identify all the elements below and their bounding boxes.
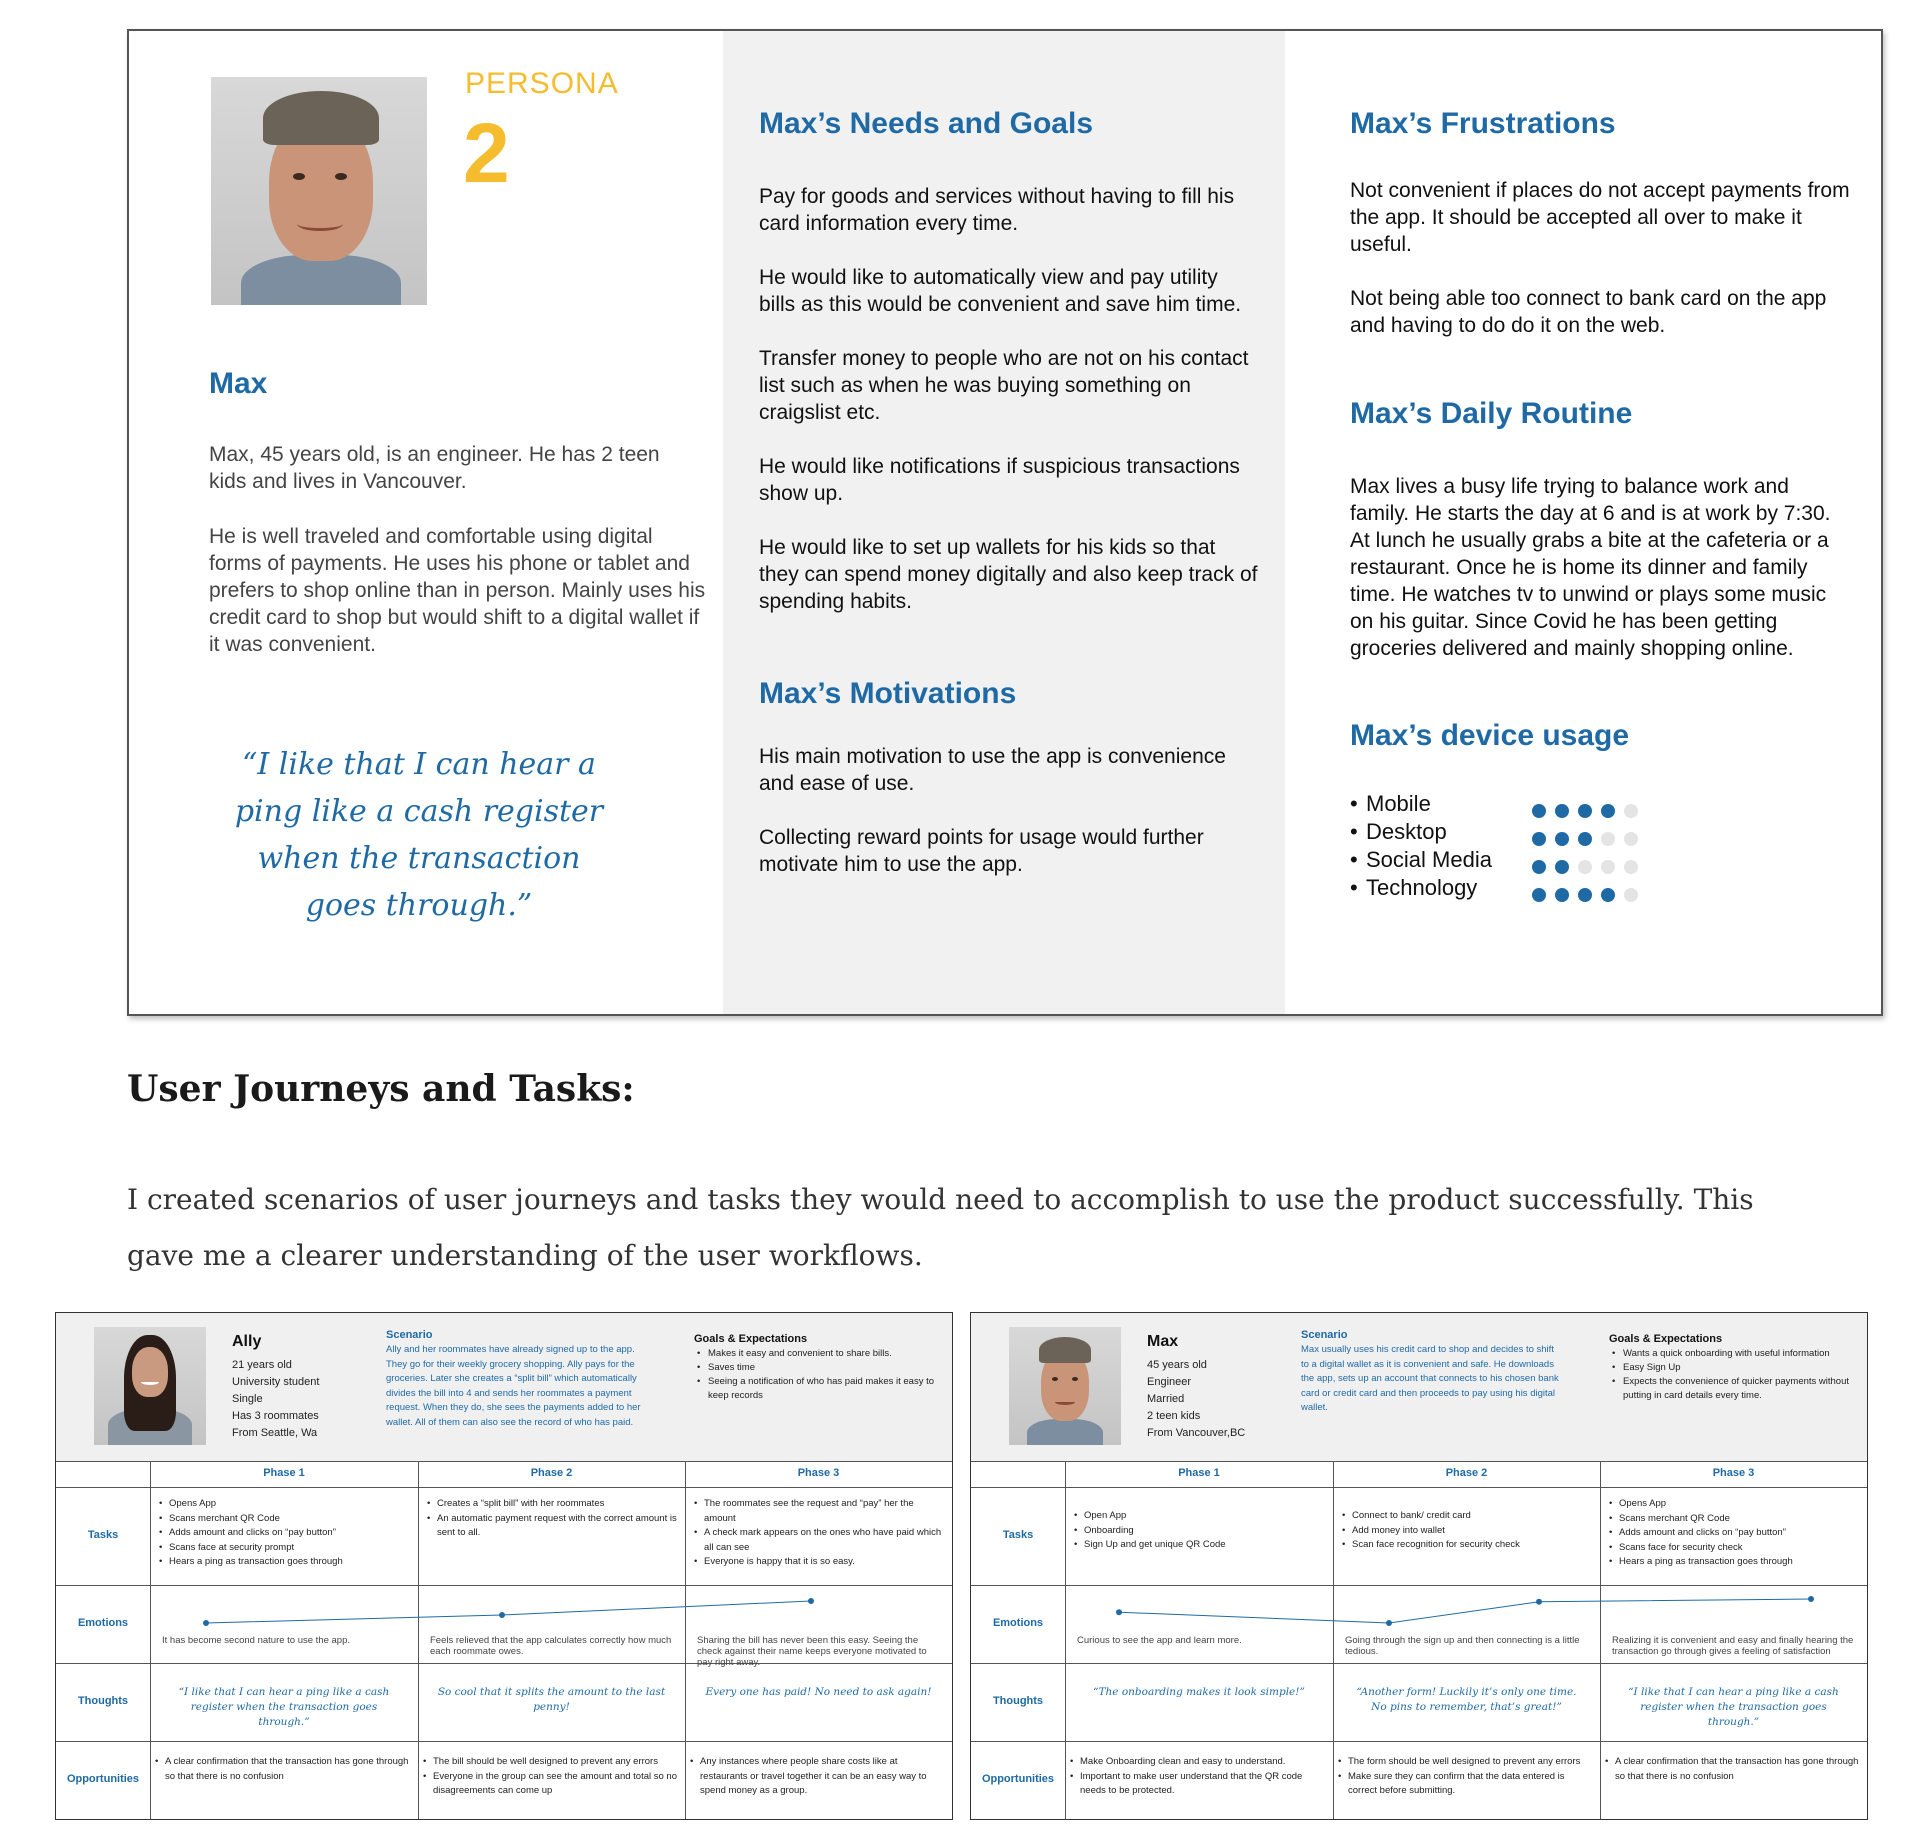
emotion-text: It has become second nature to use the app.: [162, 1635, 351, 1646]
persona-photo: [211, 77, 427, 305]
device-row: [1350, 847, 1710, 875]
phase-header: Phase 2: [1445, 1467, 1488, 1479]
goal-item: • Saves time: [696, 1361, 946, 1375]
routine-text: Max lives a busy life trying to balance work and family. He starts the day at 6 and is at work by 7:30. At lunch he usually grabs a bite at the cafeteria or a restaurant. Once he is home its dinner and family time. He watches tv to unwind or plays some music on his guitar. Since Covid he has been getting groceries delivered and mainly shopping online.: [1350, 475, 1831, 660]
task-item: • Sign Up and get unique QR Code: [1073, 1538, 1325, 1553]
section-description: I created scenarios of user journeys and tasks they would need to accomplish to use the product successfully. This gave me a clearer understanding of the user workflows.: [127, 1183, 1754, 1272]
emotion-point: [808, 1598, 814, 1604]
row-label: Thoughts: [992, 1695, 1044, 1707]
device-level-dots: [1532, 854, 1647, 868]
level-dot-empty: [1601, 860, 1615, 874]
emotion-text: Feels relieved that the app calculates correctly how much each roommate owes.: [430, 1635, 672, 1657]
frustration-item: Not convenient if places do not accept payments from the app. It should be accepted all over to make it useful.: [1350, 179, 1850, 256]
meta-line: Has 3 roommates: [232, 1410, 319, 1422]
scenario-heading: Scenario: [386, 1329, 433, 1341]
goals-heading: Goals & Expectations: [694, 1333, 808, 1345]
opportunity-cell: [1604, 1755, 1861, 1784]
opportunity-cell: [689, 1755, 946, 1799]
emotion-point: [203, 1620, 209, 1626]
level-dot-filled: [1555, 832, 1569, 846]
task-item: • Connect to bank/ credit card: [1341, 1509, 1592, 1524]
goal-item: • Seeing a notification of who has paid makes it easy to keep records: [696, 1375, 946, 1403]
opportunity-item: • Make Onboarding clean and easy to understand.: [1069, 1755, 1327, 1770]
emotion-point: [1386, 1620, 1392, 1626]
opportunity-cell: [1337, 1755, 1594, 1799]
level-dot-empty: [1578, 860, 1592, 874]
level-dot-filled: [1601, 888, 1615, 902]
task-item: • Hears a ping as transaction goes through: [158, 1555, 410, 1570]
bullet: •: [1350, 875, 1358, 900]
motivations-list: [759, 743, 1259, 905]
task-item: • Opens App: [158, 1497, 410, 1512]
level-dot-filled: [1532, 832, 1546, 846]
opportunity-cell: [422, 1755, 679, 1799]
motivations-heading: Max’s Motivations: [759, 677, 1017, 710]
row-label: Emotions: [992, 1617, 1044, 1629]
emotion-point: [1116, 1609, 1122, 1615]
goal-item: • Wants a quick onboarding with useful information: [1611, 1347, 1861, 1361]
device-label: Desktop: [1366, 819, 1447, 844]
persona-bio-1: Max, 45 years old, is an engineer. He has 2 teen kids and lives in Vancouver.: [209, 443, 660, 493]
emotion-point: [1808, 1596, 1814, 1602]
journey-header: [971, 1313, 1867, 1461]
emotion-point: [499, 1612, 505, 1618]
need-item: He would like to set up wallets for his kids so that they can spend money digitally and also keep track of spending habits.: [759, 536, 1258, 613]
device-row: [1350, 819, 1710, 847]
scenario-text: Max usually uses his credit card to shop and decides to shift to a digital wallet as it is convenient and safe. He downloads the app, sets up an account that connects to his chosen bank card or credit card and then proceeds to pay using his digital wallet.: [1301, 1344, 1559, 1413]
journey-user-photo: [1009, 1327, 1121, 1445]
emotion-point: [1536, 1599, 1542, 1605]
level-dot-filled: [1578, 832, 1592, 846]
journey-map-max: [970, 1312, 1868, 1820]
level-dot-empty: [1624, 888, 1638, 902]
scenario-text: Ally and her roommates have already signed up to the app. They go for their weekly grocery shopping. Ally pays for the groceries. Later she creates a “split bill” which automatically divides the bill into 4 and sends her roommates a payment request. When they do, she sees the payments added to her wallet. All of them can also see the record of who has paid.: [386, 1344, 641, 1428]
goals-heading: Goals & Expectations: [1609, 1333, 1723, 1345]
level-dot-filled: [1578, 804, 1592, 818]
persona-bio-2: He is well traveled and comfortable using digital forms of payments. He uses his phone or tablet and prefers to shop online than in person. Mainly uses his credit card to shop but would shift to a digital wallet if it was convenient.: [209, 525, 706, 656]
level-dot-empty: [1601, 832, 1615, 846]
need-item: Pay for goods and services without having to fill his card information every time.: [759, 185, 1235, 235]
device-row: [1350, 791, 1710, 819]
task-item: • Everyone is happy that it is so easy.: [693, 1555, 944, 1570]
meta-line: 2 teen kids: [1147, 1410, 1201, 1422]
level-dot-filled: [1555, 888, 1569, 902]
journey-user-meta: [1147, 1357, 1245, 1442]
motivation-item: His main motivation to use the app is convenience and ease of use.: [759, 745, 1226, 795]
persona-profile-column: [129, 31, 723, 1014]
level-dot-filled: [1532, 804, 1546, 818]
section-title: User Journeys and Tasks:: [127, 1068, 635, 1110]
journey-grid: [56, 1461, 952, 1819]
row-label: Tasks: [1002, 1529, 1034, 1541]
journey-user-name: Ally: [232, 1333, 262, 1350]
goal-item: • Expects the convenience of quicker payments without putting in card details every time.: [1611, 1375, 1861, 1403]
phase-header: Phase 1: [1178, 1467, 1220, 1479]
persona-card: [127, 29, 1883, 1016]
task-item: • Scan face recognition for security check: [1341, 1538, 1592, 1553]
goal-item: • Makes it easy and convenient to share bills.: [696, 1347, 946, 1361]
task-item: • Creates a “split bill” with her roommates: [426, 1497, 677, 1512]
task-item: • Scans face for security check: [1608, 1541, 1859, 1556]
device-row: [1350, 875, 1710, 903]
task-item: • Adds amount and clicks on “pay button”: [158, 1526, 410, 1541]
journey-grid: [971, 1461, 1867, 1819]
opportunity-item: • Everyone in the group can see the amount and total so no disagreements can come up: [422, 1770, 679, 1799]
journey-user-name: Max: [1147, 1333, 1179, 1350]
task-item: • A check mark appears on the ones who have paid which all can see: [693, 1526, 944, 1555]
bullet: •: [1350, 791, 1358, 816]
task-item: • Hears a ping as transaction goes through: [1608, 1555, 1859, 1570]
frustration-item: Not being able too connect to bank card on the app and having to do do it on the web.: [1350, 287, 1827, 337]
emotion-text: Realizing it is convenient and easy and finally hearing the transaction go through gives a feeling of satisfaction: [1612, 1635, 1854, 1657]
emotion-text: Going through the sign up and then connecting is a little tedious.: [1345, 1635, 1580, 1657]
needs-column: [723, 31, 1285, 1014]
journey-map-ally: [55, 1312, 953, 1820]
row-label: Thoughts: [77, 1695, 129, 1707]
persona-quote: “I like that I can hear a ping like a cash register when the transaction goes through.”: [234, 747, 604, 923]
scenario-heading: Scenario: [1301, 1329, 1348, 1341]
meta-line: From Seattle, Wa: [232, 1427, 318, 1439]
emotion-text: Sharing the bill has never been this easy. Seeing the check against their name keeps everyone motivated to pay right away.: [697, 1635, 927, 1668]
need-item: He would like to automatically view and pay utility bills as this would be convenient and save him time.: [759, 266, 1242, 316]
opportunity-item: • Make sure they can confirm that the data entered is correct before submitting.: [1337, 1770, 1594, 1799]
opportunity-cell: [154, 1755, 412, 1784]
bullet: •: [1350, 847, 1358, 872]
thought-text: So cool that it splits the amount to the last penny!: [437, 1686, 666, 1713]
opportunity-item: • A clear confirmation that the transaction has gone through so that there is no confusion: [154, 1755, 412, 1784]
opportunity-cell: [1069, 1755, 1327, 1799]
meta-line: 45 years old: [1147, 1359, 1207, 1371]
thought-text: “I like that I can hear a ping like a cash register when the transaction goes through.”: [178, 1686, 390, 1728]
journey-user-meta: [232, 1357, 319, 1442]
level-dot-filled: [1532, 860, 1546, 874]
phase-header: Phase 1: [263, 1467, 305, 1479]
frustrations-heading: Max’s Frustrations: [1350, 107, 1616, 140]
needs-list: [759, 183, 1259, 642]
level-dot-filled: [1555, 804, 1569, 818]
goals-list: [1611, 1347, 1861, 1403]
level-dot-filled: [1578, 888, 1592, 902]
persona-number: 2: [463, 106, 510, 200]
level-dot-empty: [1624, 860, 1638, 874]
device-level-dots: [1532, 826, 1647, 840]
row-label: Opportunities: [66, 1773, 140, 1785]
device-usage-heading: Max’s device usage: [1350, 719, 1630, 752]
needs-heading: Max’s Needs and Goals: [759, 107, 1094, 140]
task-item: • Adds amount and clicks on “pay button”: [1608, 1526, 1859, 1541]
device-label: Social Media: [1366, 847, 1492, 872]
thought-text: “I like that I can hear a ping like a cash register when the transaction goes through.”: [1628, 1686, 1839, 1728]
task-item: • Scans merchant QR Code: [158, 1512, 410, 1527]
task-item: • An automatic payment request with the correct amount is sent to all.: [426, 1512, 677, 1541]
emotion-line: [206, 1601, 811, 1623]
opportunity-item: • The form should be well designed to prevent any errors: [1337, 1755, 1594, 1770]
motivation-item: Collecting reward points for usage would further motivate him to use the app.: [759, 826, 1204, 876]
opportunity-item: • The bill should be well designed to prevent any errors: [422, 1755, 679, 1770]
thought-text: Every one has paid! No need to ask again!: [705, 1686, 932, 1698]
meta-line: Married: [1147, 1393, 1185, 1405]
journey-header: [56, 1313, 952, 1461]
thought-text: “Another form! Luckily it’s only one time. No pins to remember, that’s great!”: [1356, 1686, 1577, 1713]
routine-heading: Max’s Daily Routine: [1350, 397, 1633, 430]
need-item: Transfer money to people who are not on his contact list such as when he was buying something on craigslist etc.: [759, 347, 1249, 424]
level-dot-empty: [1624, 804, 1638, 818]
phase-header: Phase 2: [530, 1467, 573, 1479]
device-label: Mobile: [1366, 791, 1431, 816]
goal-item: • Easy Sign Up: [1611, 1361, 1861, 1375]
task-item: • Onboarding: [1073, 1524, 1325, 1539]
frustrations-column: [1285, 31, 1883, 1014]
level-dot-filled: [1555, 860, 1569, 874]
opportunity-item: • Any instances where people share costs like at restaurants or travel together it can be an easy way to spend money as a group.: [689, 1755, 946, 1799]
persona-label: PERSONA: [465, 67, 619, 100]
task-item: • The roommates see the request and “pay” her the amount: [693, 1497, 944, 1526]
phase-header: Phase 3: [1712, 1467, 1755, 1479]
device-level-dots: [1532, 798, 1647, 812]
emotion-text: Curious to see the app and learn more.: [1077, 1635, 1242, 1646]
level-dot-empty: [1624, 832, 1638, 846]
task-item: • Scans merchant QR Code: [1608, 1512, 1859, 1527]
opportunity-item: • A clear confirmation that the transaction has gone through so that there is no confusion: [1604, 1755, 1861, 1784]
need-item: He would like notifications if suspicious transactions show up.: [759, 455, 1240, 505]
goals-list: [696, 1347, 946, 1403]
meta-line: 21 years old: [232, 1359, 292, 1371]
meta-line: From Vancouver,BC: [1147, 1427, 1246, 1439]
device-label: Technology: [1366, 875, 1478, 900]
task-item: • Opens App: [1608, 1497, 1859, 1512]
emotion-line: [1119, 1599, 1811, 1623]
thought-text: “The onboarding makes it look simple!”: [1093, 1686, 1305, 1698]
bullet: •: [1350, 819, 1358, 844]
meta-line: University student: [232, 1376, 320, 1388]
row-label: Emotions: [77, 1617, 129, 1629]
level-dot-filled: [1532, 888, 1546, 902]
task-item: • Open App: [1073, 1509, 1325, 1524]
meta-line: Engineer: [1147, 1376, 1192, 1388]
persona-name: Max: [209, 367, 268, 400]
device-usage-list: [1350, 791, 1710, 903]
level-dot-filled: [1601, 804, 1615, 818]
task-item: • Scans face at security prompt: [158, 1541, 410, 1556]
journey-user-photo: [94, 1327, 206, 1445]
phase-header: Phase 3: [797, 1467, 840, 1479]
device-level-dots: [1532, 882, 1647, 896]
row-label: Opportunities: [981, 1773, 1055, 1785]
task-item: • Add money into wallet: [1341, 1524, 1592, 1539]
meta-line: Single: [232, 1393, 263, 1405]
frustrations-list: [1350, 177, 1850, 366]
opportunity-item: • Important to make user understand that the QR code needs to be protected.: [1069, 1770, 1327, 1799]
row-label: Tasks: [87, 1529, 119, 1541]
